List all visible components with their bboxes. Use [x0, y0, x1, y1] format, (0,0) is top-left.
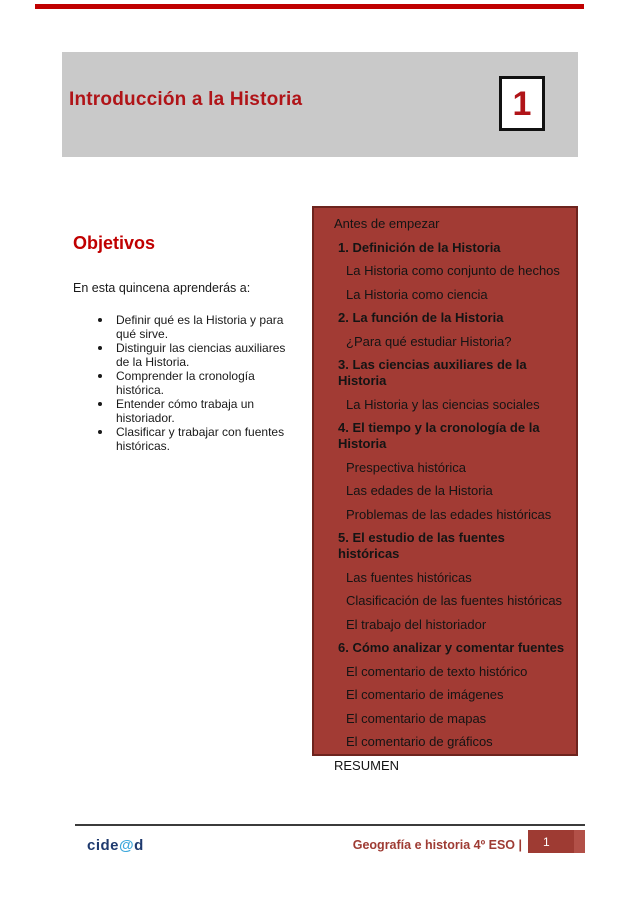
logo-text-left: cide	[87, 837, 120, 854]
objective-item: Distinguir las ciencias auxiliares de la Historia.	[116, 341, 298, 369]
objectives-intro: En esta quincena aprenderás a:	[73, 281, 251, 295]
toc-item: RESUMEN	[334, 757, 400, 773]
objective-item: Comprender la cronología histórica.	[116, 369, 298, 397]
logo-text-right: d	[134, 837, 144, 854]
page-title: Introducción a la Historia	[69, 89, 303, 110]
objective-item: Clasificar y trabajar con fuentes históricas.	[116, 425, 298, 453]
objective-item: Entender cómo trabaja un historiador.	[116, 397, 298, 425]
toc-item: Clasificación de las fuentes históricas	[346, 593, 563, 608]
toc-item: El comentario de mapas	[346, 710, 487, 726]
toc-item: El comentario de texto histórico	[346, 663, 528, 679]
toc-item: Prespectiva histórica	[346, 459, 466, 475]
cidead-logo	[87, 837, 144, 854]
objectives-list	[97, 313, 297, 453]
footer-rule	[75, 824, 585, 826]
page-number-box-shade	[574, 830, 585, 853]
toc-item: Las fuentes históricas	[346, 569, 472, 585]
toc-item: La Historia como conjunto de hechos	[346, 263, 560, 278]
footer-separator: |	[518, 838, 522, 852]
toc-item: El comentario de gráficos	[346, 734, 493, 749]
page-number-box	[528, 830, 585, 853]
footer-course-label	[330, 838, 522, 852]
toc-item: 6. Cómo analizar y comentar fuentes	[338, 640, 565, 655]
page-number: 1	[543, 834, 550, 849]
toc-item: Antes de empezar	[334, 216, 440, 231]
top-red-rule	[35, 4, 584, 9]
toc-item: El trabajo del historiador	[346, 616, 487, 632]
unit-number-box	[499, 76, 545, 131]
toc-item: 2. La función de la Historia	[338, 310, 504, 325]
toc-item: La Historia como ciencia	[346, 286, 488, 302]
toc-item: Las edades de la Historia	[346, 483, 493, 498]
toc-item: 1. Definición de la Historia	[338, 239, 501, 255]
objectives-heading: Objetivos	[73, 233, 156, 253]
header-banner	[62, 52, 578, 157]
unit-number: 1	[512, 84, 532, 123]
toc-item: El comentario de imágenes	[346, 687, 504, 702]
toc-item: 4. El tiempo y la cronología de la Historia	[338, 420, 540, 451]
toc-item: ¿Para qué estudiar Historia?	[346, 333, 512, 349]
toc-item: Problemas de las edades históricas	[346, 506, 552, 522]
toc-item: La Historia y las ciencias sociales	[346, 396, 540, 412]
objective-item: Definir qué es la Historia y para qué sirve.	[116, 313, 298, 341]
toc-item: 3. Las ciencias auxiliares de la Historia	[338, 357, 527, 388]
logo-at-icon: @	[119, 837, 135, 854]
toc-panel	[312, 206, 578, 773]
course-title: Geografía e historia 4º ESO	[352, 838, 516, 852]
toc-item: 5. El estudio de las fuentes históricas	[338, 530, 505, 561]
